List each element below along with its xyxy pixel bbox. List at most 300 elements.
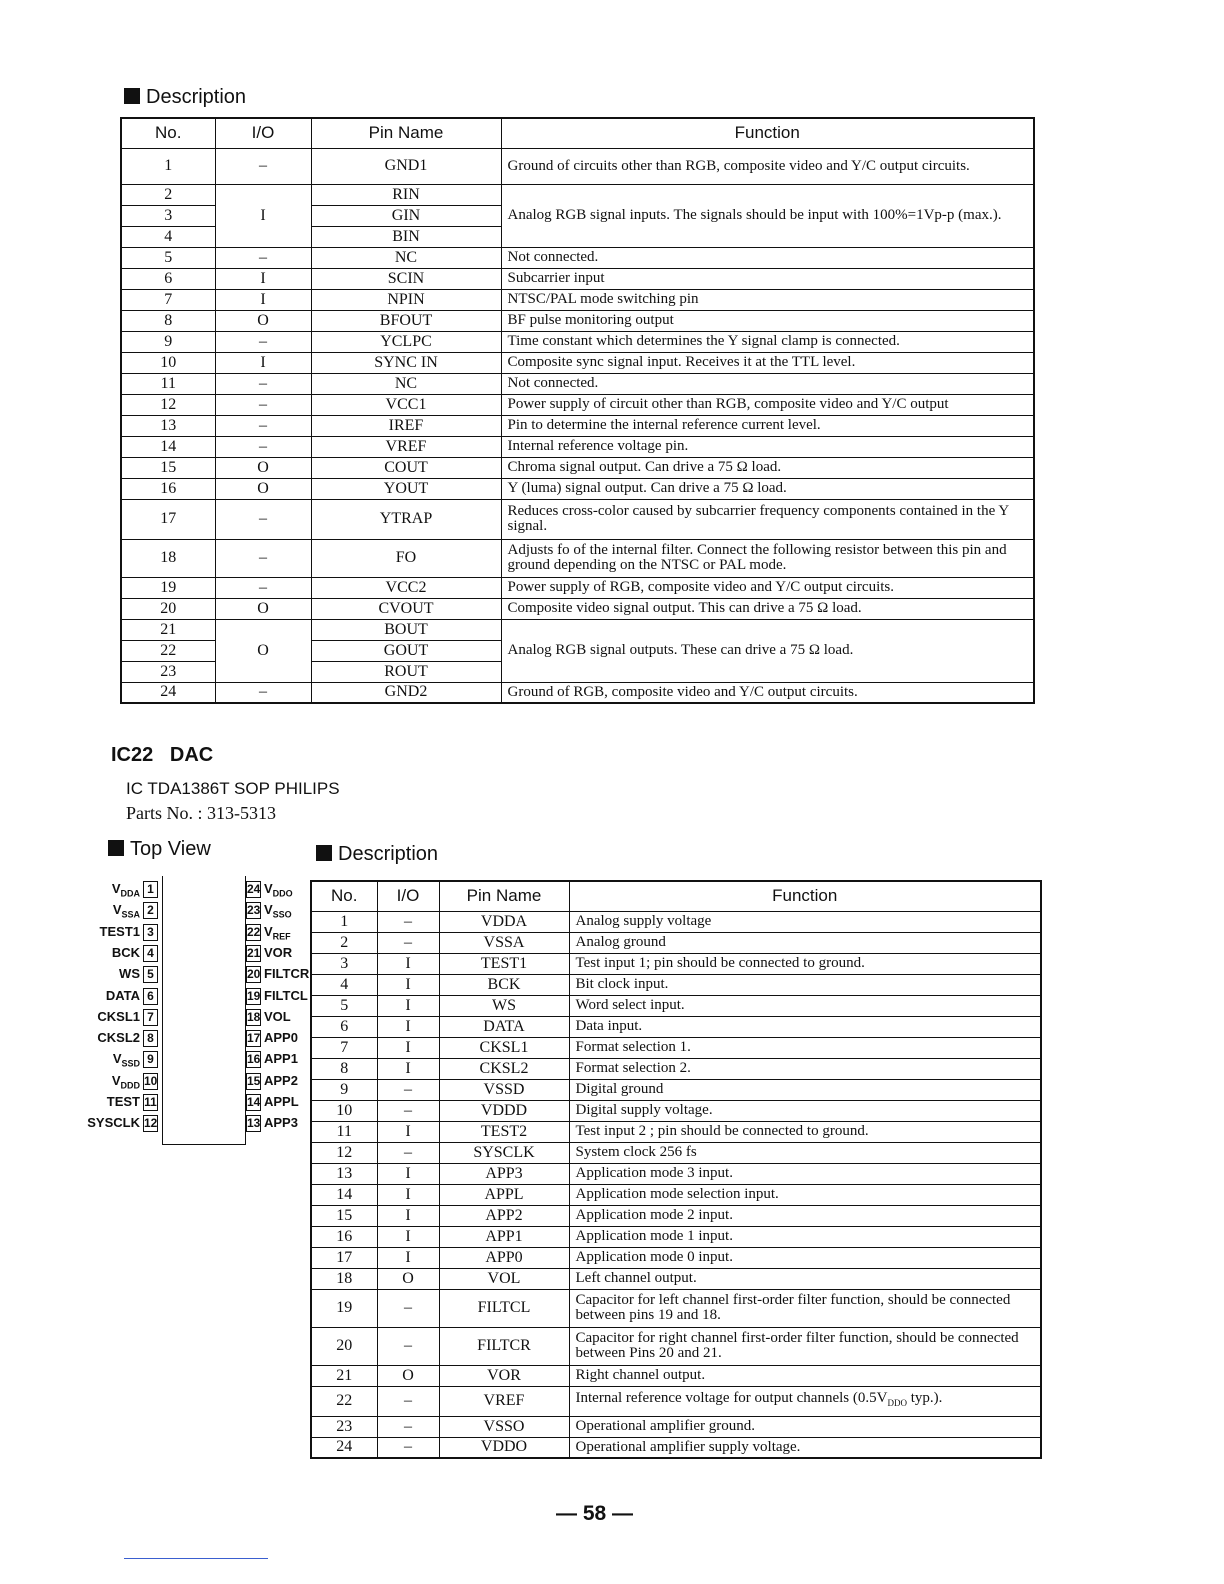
pin-function: Format selection 2. (569, 1058, 1041, 1079)
chip-pin-number: 12 (144, 1116, 158, 1131)
pin-number: 2 (311, 932, 377, 953)
pin-io: – (377, 1386, 439, 1416)
table-row (311, 1205, 1041, 1226)
parts-number: Parts No. : 313-5313 (126, 803, 276, 823)
pin-number: 3 (311, 953, 377, 974)
pin-number: 7 (121, 289, 215, 310)
chip-pin-label: TEST1 (99, 923, 140, 939)
pin-number: 16 (121, 478, 215, 499)
chip-pin-label: CKSL1 (97, 1008, 140, 1024)
chip-pin-label: BCK (111, 944, 140, 960)
table-row (121, 148, 1034, 184)
pin-io: I (377, 1247, 439, 1268)
chip-pin-label: WS (119, 966, 140, 982)
pin-name: RIN (311, 184, 501, 205)
chip-pin-subscript: REF (272, 931, 291, 942)
table-row (311, 911, 1041, 932)
ic-subtitle: IC TDA1386T SOP PHILIPS (126, 779, 340, 798)
table-row (121, 415, 1034, 436)
pin-number: 15 (311, 1205, 377, 1226)
pin-name: APP2 (439, 1205, 569, 1226)
chip-pin-label: DATA (105, 987, 140, 1003)
pin-number: 22 (311, 1386, 377, 1416)
pin-function: Internal reference voltage pin. (501, 436, 1034, 457)
pin-number: 11 (311, 1121, 377, 1142)
pin-number: 14 (121, 436, 215, 457)
table-row (311, 1016, 1041, 1037)
pin-name: FILTCR (439, 1327, 569, 1365)
table-row (311, 1121, 1041, 1142)
pin-number: 4 (311, 974, 377, 995)
pin-function: Capacitor for right channel first-order filter function, should be connected between Pins 20 and 21. (569, 1327, 1041, 1365)
col-header-pin-name: Pin Name (439, 881, 569, 911)
chip-pin-number: 17 (247, 1031, 261, 1046)
chip-pin-right (246, 1007, 291, 1027)
pin-function: Application mode 0 input. (569, 1247, 1041, 1268)
chip-pin-label: VOL (264, 1008, 291, 1024)
chip-pin-right (246, 922, 291, 942)
chip-package-outline (162, 876, 246, 1145)
function-text: Internal reference voltage for output channels (0.5V (575, 1390, 888, 1406)
table-row (121, 619, 1034, 640)
pin-name: NPIN (311, 289, 501, 310)
pin-io: I (377, 1121, 439, 1142)
pin-name: VDDA (439, 911, 569, 932)
pin-io: – (215, 394, 311, 415)
chip-pin-subscript: SSO (272, 909, 292, 920)
chip-pin-number: 16 (247, 1052, 261, 1067)
pin-name: FO (311, 539, 501, 577)
pin-function: Reduces cross-color caused by subcarrier frequency components contained in the Y signal. (501, 499, 1034, 539)
table-row (121, 268, 1034, 289)
table-row (311, 1163, 1041, 1184)
table-row (121, 598, 1034, 619)
table-row (311, 1386, 1041, 1416)
pin-io: I (215, 289, 311, 310)
chip-pin-right (246, 1071, 298, 1091)
footer-rule (124, 1558, 268, 1559)
square-bullet-icon (124, 88, 140, 104)
pin-number: 10 (121, 352, 215, 373)
pin-name: NC (311, 247, 501, 268)
pin-name: APP3 (439, 1163, 569, 1184)
chip-pin-label: APP1 (264, 1051, 298, 1067)
chip-pin-label: FILTCR (264, 966, 310, 982)
chip-pin-right (246, 1028, 298, 1048)
pin-function: Analog supply voltage (569, 911, 1041, 932)
chip-pin-number: 6 (143, 988, 158, 1005)
pin-number: 20 (121, 598, 215, 619)
chip-pin-label: V (264, 923, 273, 939)
top-view-heading: Top View (108, 838, 211, 861)
chip-pin-number: 5 (143, 966, 158, 983)
pin-number: 9 (311, 1079, 377, 1100)
pin-number: 12 (121, 394, 215, 415)
pin-function: Bit clock input. (569, 974, 1041, 995)
pin-name: BCK (439, 974, 569, 995)
table-row (121, 478, 1034, 499)
chip-pin-right (246, 879, 293, 899)
pin-io: I (215, 184, 311, 247)
pin-function: Test input 2 ; pin should be connected to ground. (569, 1121, 1041, 1142)
pin-name: VSSO (439, 1416, 569, 1437)
pin-name: COUT (311, 457, 501, 478)
table-row (311, 1226, 1041, 1247)
chip-pin-number: 20 (247, 967, 261, 982)
table-header-row (311, 881, 1041, 911)
pin-function: Application mode selection input. (569, 1184, 1041, 1205)
chip-pin-right (246, 964, 309, 984)
pin-number: 18 (121, 539, 215, 577)
pin-number: 17 (121, 499, 215, 539)
col-header-no: No. (311, 881, 377, 911)
table-body (121, 148, 1034, 703)
chip-pin-label: V (111, 881, 121, 896)
pin-number: 14 (311, 1184, 377, 1205)
pin-name: APP1 (439, 1226, 569, 1247)
pin-function: Composite sync signal input. Receives it at the TTL level. (501, 352, 1034, 373)
pin-number: 21 (121, 619, 215, 640)
pin-name: BIN (311, 226, 501, 247)
chip-pin-subscript: DDD (120, 1080, 140, 1091)
chip-pin-left (97, 1007, 158, 1027)
pin-name: APP0 (439, 1247, 569, 1268)
pin-number: 9 (121, 331, 215, 352)
pin-description-table-1 (120, 117, 1035, 704)
pin-name: WS (439, 995, 569, 1016)
pin-number: 24 (311, 1437, 377, 1458)
chip-pin-label: V (112, 902, 122, 918)
pin-name: BFOUT (311, 310, 501, 331)
col-header-pin-name: Pin Name (311, 118, 501, 148)
table-row (311, 932, 1041, 953)
pin-io: I (377, 995, 439, 1016)
ic-title: IC22 DAC (111, 744, 214, 766)
table-row (311, 1058, 1041, 1079)
table-row (311, 1289, 1041, 1327)
chip-pin-number: 18 (247, 1009, 261, 1024)
pin-number: 6 (311, 1016, 377, 1037)
pin-name: VREF (311, 436, 501, 457)
pin-function (569, 1386, 1041, 1416)
pin-io: – (215, 373, 311, 394)
pin-function: Not connected. (501, 247, 1034, 268)
pin-name: CKSL2 (439, 1058, 569, 1079)
pin-number: 13 (121, 415, 215, 436)
chip-pin-number: 2 (143, 902, 158, 919)
chip-pin-left (87, 1113, 158, 1133)
chip-pin-left (113, 900, 158, 920)
pin-io: – (377, 932, 439, 953)
pin-function: Power supply of RGB, composite video and Y/C output circuits. (501, 577, 1034, 598)
pin-io: – (215, 539, 311, 577)
pin-name: SYNC IN (311, 352, 501, 373)
pin-description-table-2 (310, 880, 1042, 1459)
square-bullet-icon (108, 840, 124, 856)
pin-number: 17 (311, 1247, 377, 1268)
table-row (121, 247, 1034, 268)
chip-pin-left (112, 943, 158, 963)
pin-number: 23 (121, 661, 215, 682)
pin-function: Analog RGB signal outputs. These can drive a 75 Ω load. (501, 619, 1034, 682)
pin-function: Operational amplifier supply voltage. (569, 1437, 1041, 1458)
chip-pin-right (246, 1092, 299, 1112)
pin-function: Application mode 2 input. (569, 1205, 1041, 1226)
pin-io: – (215, 577, 311, 598)
pin-function: System clock 256 fs (569, 1142, 1041, 1163)
pin-io: O (377, 1268, 439, 1289)
pin-io: I (377, 1184, 439, 1205)
chip-pin-right (246, 1113, 298, 1133)
pin-number: 23 (311, 1416, 377, 1437)
pin-io: I (377, 1205, 439, 1226)
chip-pin-number: 9 (143, 1051, 158, 1068)
chip-pin-number: 15 (247, 1073, 261, 1088)
pin-number: 8 (311, 1058, 377, 1079)
pin-function: Time constant which determines the Y signal clamp is connected. (501, 331, 1034, 352)
pin-name: GND2 (311, 682, 501, 703)
chip-pin-subscript: SSD (121, 1058, 140, 1069)
pin-name: SCIN (311, 268, 501, 289)
pin-function: Adjusts fo of the internal filter. Connect the following resistor between this pin and ground depending on the NTSC or PAL mode. (501, 539, 1034, 577)
pin-name: CKSL1 (439, 1037, 569, 1058)
pin-function: Right channel output. (569, 1365, 1041, 1386)
pin-io: I (377, 1037, 439, 1058)
col-header-no: No. (121, 118, 215, 148)
pin-name: FILTCL (439, 1289, 569, 1327)
pin-name: GOUT (311, 640, 501, 661)
chip-pin-right (246, 1049, 298, 1069)
pin-name: GIN (311, 205, 501, 226)
pin-name: VDDD (439, 1100, 569, 1121)
pin-number: 5 (311, 995, 377, 1016)
pin-function: Operational amplifier ground. (569, 1416, 1041, 1437)
pin-function: Analog ground (569, 932, 1041, 953)
pin-name: SYSCLK (439, 1142, 569, 1163)
chip-pin-left (107, 1092, 158, 1112)
pin-name: BOUT (311, 619, 501, 640)
col-header-io: I/O (377, 881, 439, 911)
pin-function: Power supply of circuit other than RGB, composite video and Y/C output (501, 394, 1034, 415)
pin-number: 24 (121, 682, 215, 703)
pin-number: 2 (121, 184, 215, 205)
pin-number: 15 (121, 457, 215, 478)
pin-io: I (215, 352, 311, 373)
pin-io: – (377, 1100, 439, 1121)
chip-pin-number: 1 (143, 881, 158, 898)
pin-function: Application mode 3 input. (569, 1163, 1041, 1184)
pin-name: GND1 (311, 148, 501, 184)
chip-pin-left (100, 922, 158, 942)
col-header-io: I/O (215, 118, 311, 148)
chip-pin-left (119, 964, 158, 984)
chip-pin-subscript: DDO (272, 888, 293, 899)
pin-name: ROUT (311, 661, 501, 682)
chip-pin-right (246, 986, 308, 1006)
table-row (311, 1268, 1041, 1289)
pin-function: Data input. (569, 1016, 1041, 1037)
table-row (121, 331, 1034, 352)
chip-pin-number: 10 (144, 1073, 158, 1088)
table-row (311, 1247, 1041, 1268)
table-row (121, 436, 1034, 457)
table-row (311, 1142, 1041, 1163)
pin-io: I (377, 1058, 439, 1079)
chip-pin-label: APPL (264, 1094, 299, 1109)
chip-pin-number: 19 (247, 988, 261, 1003)
pin-function: Digital supply voltage. (569, 1100, 1041, 1121)
chip-pin-number: 24 (247, 882, 261, 897)
col-header-function: Function (569, 881, 1041, 911)
table-row (311, 1184, 1041, 1205)
pin-io: – (215, 499, 311, 539)
pin-name: YOUT (311, 478, 501, 499)
pin-number: 10 (311, 1100, 377, 1121)
table-row (311, 953, 1041, 974)
pin-io: I (377, 953, 439, 974)
chip-pin-number: 21 (247, 945, 261, 960)
pin-number: 6 (121, 268, 215, 289)
pin-name: VCC1 (311, 394, 501, 415)
pin-name: TEST1 (439, 953, 569, 974)
pin-name: VDDO (439, 1437, 569, 1458)
pin-name: TEST2 (439, 1121, 569, 1142)
pin-number: 11 (121, 373, 215, 394)
chip-pin-left (113, 1049, 158, 1069)
pin-name: YCLPC (311, 331, 501, 352)
pin-name: VREF (439, 1386, 569, 1416)
pin-number: 21 (311, 1365, 377, 1386)
chip-pin-subscript: SSA (121, 909, 140, 920)
pin-name: VCC2 (311, 577, 501, 598)
pin-io: I (377, 1163, 439, 1184)
table-row (311, 1079, 1041, 1100)
pin-function: Composite video signal output. This can drive a 75 Ω load. (501, 598, 1034, 619)
chip-pin-label: V (112, 1051, 122, 1067)
pin-io: – (377, 1327, 439, 1365)
pin-function: Ground of circuits other than RGB, composite video and Y/C output circuits. (501, 148, 1034, 184)
chip-pin-label: V (264, 902, 273, 918)
chip-pin-number: 13 (247, 1116, 261, 1131)
pin-number: 8 (121, 310, 215, 331)
pin-name: CVOUT (311, 598, 501, 619)
pin-function: Not connected. (501, 373, 1034, 394)
function-subscript: DDO (887, 1398, 907, 1408)
pin-name: DATA (439, 1016, 569, 1037)
chip-pin-right (246, 943, 292, 963)
pin-number: 20 (311, 1327, 377, 1365)
pin-io: – (215, 436, 311, 457)
table-row (121, 394, 1034, 415)
pin-io: – (377, 1289, 439, 1327)
table-row (121, 289, 1034, 310)
pin-io: I (215, 268, 311, 289)
pin-number: 13 (311, 1163, 377, 1184)
chip-pin-label: V (264, 881, 273, 896)
chip-pin-label: TEST (106, 1094, 140, 1109)
table-row (311, 1365, 1041, 1386)
pin-name: YTRAP (311, 499, 501, 539)
table-row (311, 1437, 1041, 1458)
chip-pin-label: CKSL2 (97, 1030, 140, 1046)
pin-io: O (215, 619, 311, 682)
pin-function: Left channel output. (569, 1268, 1041, 1289)
pin-io: O (215, 478, 311, 499)
chip-pin-left (106, 986, 158, 1006)
pin-name: VSSD (439, 1079, 569, 1100)
pin-number: 22 (121, 640, 215, 661)
pin-number: 1 (311, 911, 377, 932)
pin-io: I (377, 974, 439, 995)
pin-name: NC (311, 373, 501, 394)
table-row (121, 310, 1034, 331)
pin-name: IREF (311, 415, 501, 436)
pin-function: Ground of RGB, composite video and Y/C output circuits. (501, 682, 1034, 703)
pin-io: I (377, 1226, 439, 1247)
table-header-row (121, 118, 1034, 148)
chip-pin-left (112, 879, 158, 899)
pin-io: – (377, 1437, 439, 1458)
pin-number: 19 (121, 577, 215, 598)
table-row (311, 974, 1041, 995)
pin-io: O (215, 598, 311, 619)
pin-number: 3 (121, 205, 215, 226)
pin-function: Y (luma) signal output. Can drive a 75 Ω load. (501, 478, 1034, 499)
chip-pin-label: V (111, 1072, 121, 1088)
chip-pin-label: APP2 (264, 1072, 298, 1088)
pin-function: Subcarrier input (501, 268, 1034, 289)
pin-function: Digital ground (569, 1079, 1041, 1100)
chip-pin-label: FILTCL (264, 987, 308, 1003)
chip-pin-number: 3 (143, 924, 158, 941)
pin-number: 16 (311, 1226, 377, 1247)
section1-heading: Description (124, 86, 246, 109)
pin-function: BF pulse monitoring output (501, 310, 1034, 331)
chip-pin-label: VOR (264, 944, 293, 960)
pin-function: Capacitor for left channel first-order filter function, should be connected between pins 19 and 18. (569, 1289, 1041, 1327)
chip-pin-number: 8 (143, 1030, 158, 1047)
pin-function: Application mode 1 input. (569, 1226, 1041, 1247)
pin-number: 4 (121, 226, 215, 247)
pin-function: Chroma signal output. Can drive a 75 Ω load. (501, 457, 1034, 478)
chip-pin-number: 7 (143, 1009, 158, 1026)
chip-pin-number: 22 (247, 924, 261, 939)
square-bullet-icon (316, 845, 332, 861)
section2-heading: Description (316, 843, 438, 866)
table-row (311, 1100, 1041, 1121)
pin-name: VOL (439, 1268, 569, 1289)
pin-io: – (377, 911, 439, 932)
chip-pin-number: 14 (247, 1095, 261, 1110)
table-row (121, 499, 1034, 539)
pin-function: NTSC/PAL mode switching pin (501, 289, 1034, 310)
chip-pin-label: SYSCLK (87, 1115, 140, 1131)
chip-pin-number: 4 (143, 945, 158, 962)
pin-io: – (215, 415, 311, 436)
chip-pin-left (112, 1071, 158, 1091)
pin-function: Format selection 1. (569, 1037, 1041, 1058)
chip-pin-left (97, 1028, 158, 1048)
pin-io: – (215, 682, 311, 703)
pin-function: Word select input. (569, 995, 1041, 1016)
pin-number: 1 (121, 148, 215, 184)
pin-function: Pin to determine the internal reference current level. (501, 415, 1034, 436)
pin-name: APPL (439, 1184, 569, 1205)
table-row (311, 1327, 1041, 1365)
pin-io: – (377, 1416, 439, 1437)
table-row (311, 1416, 1041, 1437)
pin-number: 19 (311, 1289, 377, 1327)
